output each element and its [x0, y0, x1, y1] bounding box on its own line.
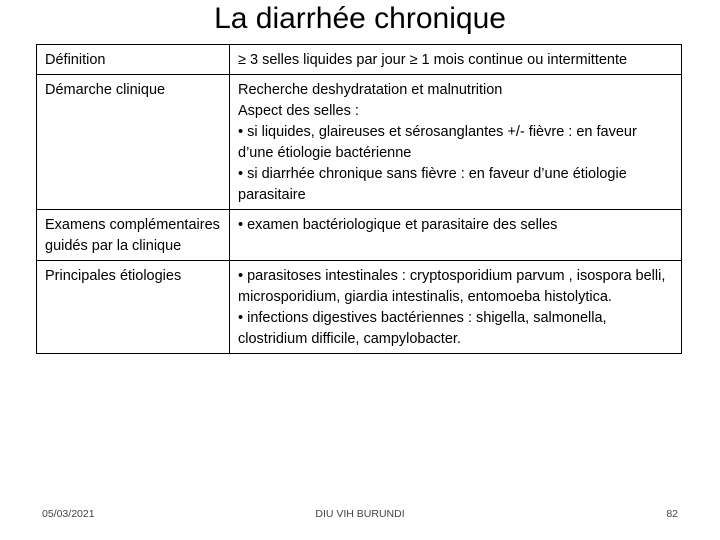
row-content [230, 210, 682, 261]
table-row [37, 75, 682, 210]
definition-table [36, 44, 682, 354]
table-row [37, 210, 682, 261]
row-label: Démarche clinique [37, 75, 230, 210]
footer-date: 05/03/2021 [42, 508, 95, 520]
content-line: Recherche deshydratation et malnutrition [238, 82, 503, 98]
row-label: Examens complémentaires guidés par la clinique [37, 210, 230, 261]
content-line: • parasitoses intestinales : cryptosporidium parvum , isospora belli, microsporidium, giardia intestinalis, entomoeba histolytica. [238, 268, 666, 305]
row-label: Définition [37, 45, 230, 75]
page-number: 82 [666, 508, 678, 520]
row-content [230, 45, 682, 75]
row-content [230, 75, 682, 210]
content-line: • si diarrhée chronique sans fièvre : en faveur d’une étiologie parasitaire [238, 166, 627, 203]
content-line: • infections digestives bactériennes : shigella, salmonella, clostridium difficile, campylobacter. [238, 310, 607, 347]
content-line: • si liquides, glaireuses et sérosanglantes +/- fièvre : en faveur d’une étiologie bactérienne [238, 124, 637, 161]
content-line: • examen bactériologique et parasitaire des selles [238, 217, 558, 233]
content-line: ≥ 3 selles liquides par jour ≥ 1 mois continue ou intermittente [238, 52, 628, 68]
content-line: Aspect des selles : [238, 103, 359, 119]
footer-center-text: DIU VIH BURUNDI [315, 508, 405, 520]
table-row [37, 261, 682, 354]
row-label: Principales étiologies [37, 261, 230, 354]
page-title: La diarrhée chronique [214, 2, 506, 35]
table-row [37, 45, 682, 75]
row-content [230, 261, 682, 354]
